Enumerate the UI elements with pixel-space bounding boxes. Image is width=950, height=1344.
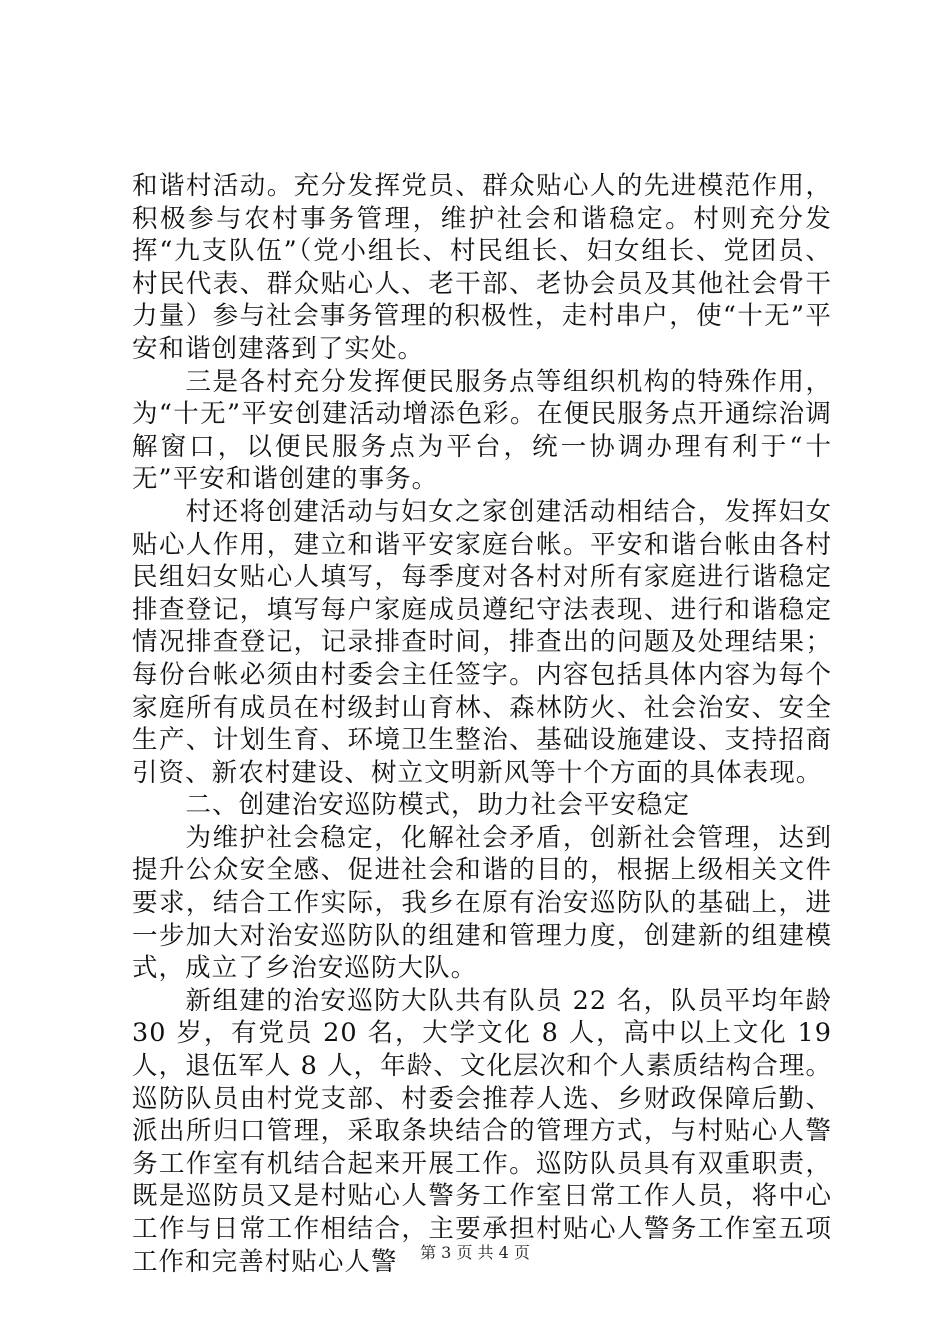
paragraph-patrol-intro: 为维护社会稳定，化解社会矛盾，创新社会管理，达到提升公众安全感、促进社会和谐的目的，根据上级相关文件要求，结合工作实际，我乡在原有治安巡防队的基础上，进一步加大对治安巡防队的组建和管理力度，创建新的组建模式，成立了乡治安巡防大队。: [132, 822, 832, 984]
page-number-footer: 第 3 页 共 4 页: [420, 1243, 530, 1262]
paragraph-patrol-team: 新组建的治安巡防大队共有队员 22 名，队员平均年龄 30 岁，有党员 20 名，大学文化 8 人，高中以上文化 19 人，退伍军人 8 人，年龄、文化层次和个人素质结构合理。巡防队员由村党支部、村委会推荐人选、乡财政保障后勤、派出所归口管理，采取条块结合的管理方式，与村贴心人警务工作室有机结合起来开展工作。巡防队员具有双重职责，既是巡防员又是村贴心人警务工作室日常工作人员，将中心工作与日常工作相结合，主要承担村贴心人警务工作室五项工作和完善村贴心人警: [132, 985, 832, 1277]
paragraph-continuation: 和谐村活动。充分发挥党员、群众贴心人的先进模范作用，积极参与农村事务管理，维护社会和谐稳定。村则充分发挥“九支队伍”（党小组长、村民组长、妇女组长、党团员、村民代表、群众贴心人、老干部、老协会员及其他社会骨干力量）参与社会事务管理的积极性，走村串户，使“十无”平安和谐创建落到了实处。: [132, 171, 832, 364]
document-body: [132, 170, 832, 1278]
paragraph-service-points: 三是各村充分发挥便民服务点等组织机构的特殊作用，为“十无”平安创建活动增添色彩。在便民服务点开通综治调解窗口，以便民服务点为平台，统一协调办理有利于“十无”平安和谐创建的事务。: [132, 366, 832, 495]
paragraph-women-home: 村还将创建活动与妇女之家创建活动相结合，发挥妇女贴心人作用，建立和谐平安家庭台帐。平安和谐台帐由各村民组妇女贴心人填写，每季度对各村对所有家庭进行谐稳定排查登记，填写每户家庭成员遵纪守法表现、进行和谐稳定情况排查登记，记录排查时间，排查出的问题及处理结果；每份台帐必须由村委会主任签字。内容包括具体内容为每个家庭所有成员在村级封山育林、森林防火、社会治安、安全生产、计划生育、环境卫生整治、基础设施建设、支持招商引资、新农村建设、树立文明新风等十个方面的具体表现。: [132, 496, 832, 788]
section-heading: 二、创建治安巡防模式，助力社会平安稳定: [185, 790, 690, 821]
